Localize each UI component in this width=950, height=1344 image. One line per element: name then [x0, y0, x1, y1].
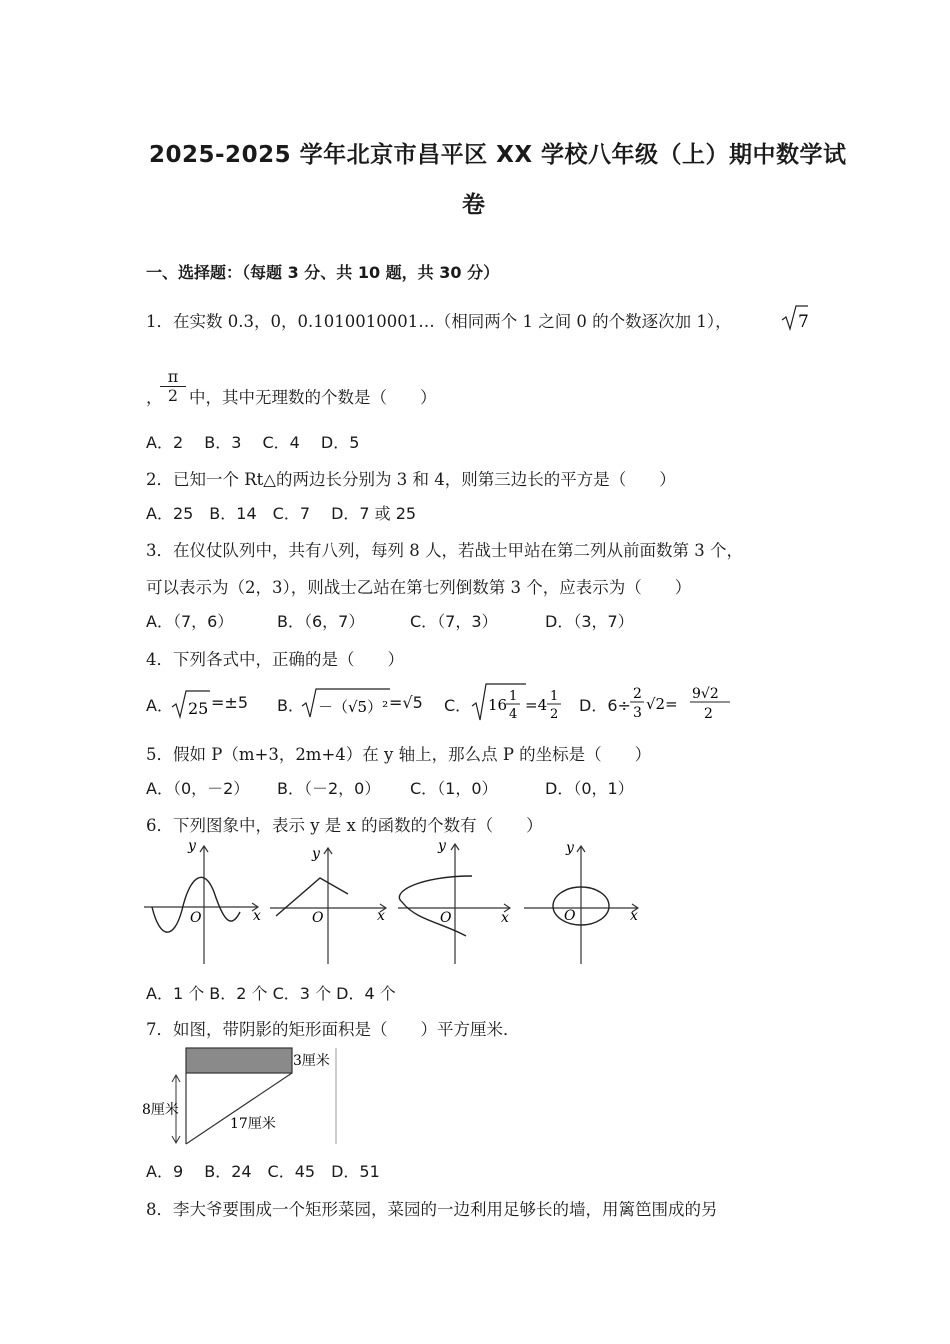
c-rhs-num: 1	[550, 689, 559, 704]
q5-option-b: B．（－2，0）	[277, 779, 381, 798]
q4-option-d-label: D．6÷	[579, 696, 631, 715]
graph3-origin: O	[440, 910, 452, 926]
q6-text: 6．下列图象中，表示 y 是 x 的函数的个数有（ ）	[146, 816, 543, 835]
q7-text: 7．如图，带阴影的矩形面积是（ ）平方厘米．	[146, 1020, 520, 1039]
q1-line1: 1．在实数 0.3，0，0.1010010001…（相同两个 1 之间 0 的个数逐次加 1），	[146, 312, 732, 331]
q3-option-d: D．（3，7）	[545, 612, 634, 631]
label-3cm: 3厘米	[293, 1053, 330, 1069]
label-8cm: 8厘米	[142, 1102, 179, 1118]
pi-over-2-fraction	[160, 369, 186, 404]
page-title-line1: 2025-2025 学年北京市昌平区 XX 学校八年级（上）期中数学试	[149, 142, 847, 168]
sqrt7-radicand: 7	[798, 312, 809, 332]
shaded-rectangle-figure	[140, 1044, 342, 1148]
graph4-origin: O	[564, 908, 576, 924]
q7-options: A．9 B．24 C．45 D．51	[146, 1162, 380, 1181]
q3-line1: 3．在仪仗队列中，共有八列，每列 8 人，若战士甲站在第二列从前面数第 3 个，	[146, 541, 743, 560]
frac-denominator: 2	[167, 386, 179, 405]
graph3-y-label: y	[438, 840, 446, 854]
q1-line2: 中，其中无理数的个数是（ ）	[189, 388, 437, 407]
q3-line2: 可以表示为（2，3），则战士乙站在第七列倒数第 3 个，应表示为（ ）	[146, 578, 692, 597]
q4-option-a-label: A．	[146, 696, 173, 715]
graph1-y-label: y	[188, 840, 196, 854]
page-title-line2: 卷	[462, 192, 486, 218]
section-heading: 一、选择题：（每题 3 分、共 10 题，共 30 分）	[146, 263, 500, 282]
sqrt7-expression	[780, 302, 810, 332]
d-num: 2	[633, 686, 642, 702]
shaded-rectangle	[186, 1048, 292, 1073]
graph2-y-label: y	[312, 846, 320, 862]
q5-text: 5．假如 P（m+3，2m+4）在 y 轴上，那么点 P 的坐标是（ ）	[146, 745, 652, 764]
q4-text: 4．下列各式中，正确的是（ ）	[146, 650, 404, 669]
graph1-origin: O	[190, 910, 202, 926]
q1-comma: ，	[146, 388, 163, 407]
graph1-x-label: x	[253, 908, 261, 924]
frac-numerator: π	[160, 369, 186, 387]
c-rhs-den: 2	[550, 707, 559, 722]
q6-options: A．1 个 B．2 个 C．3 个 D．4 个	[146, 984, 396, 1003]
q2-text: 2．已知一个 Rt△的两边长分别为 3 和 4，则第三边长的平方是（ ）	[146, 470, 676, 489]
d-mid: √2=	[646, 695, 678, 713]
graph4-y-label: y	[566, 840, 574, 856]
q5-option-d: D．（0，1）	[545, 779, 634, 798]
q3-option-b: B．（6，7）	[277, 612, 365, 631]
q4-option-b-sqrt	[300, 684, 392, 720]
c-den: 4	[509, 707, 518, 722]
q5-option-a: A．（0，－2）	[146, 779, 250, 798]
c-whole: 16	[488, 696, 508, 714]
q4-option-c-expression	[470, 680, 566, 724]
q3-option-a: A．（7，6）	[146, 612, 234, 631]
d-den: 3	[633, 705, 642, 721]
graph4-x-label: x	[630, 908, 638, 924]
q8-text: 8．李大爷要围成一个矩形菜园，菜园的一边利用足够长的墙，用篱笆围成的另	[146, 1200, 718, 1219]
graph2-origin: O	[312, 910, 324, 926]
q4-option-b-radicand: －（√5）²	[318, 698, 389, 716]
graph3-x-label: x	[501, 910, 509, 926]
q4-option-b-label: B．	[277, 696, 304, 715]
d-rnum: 9√2	[692, 686, 719, 702]
graph2-x-label: x	[377, 908, 385, 924]
q4-option-a-sqrt	[170, 686, 212, 720]
q4-option-a-rhs: =±5	[211, 693, 248, 712]
c-num: 1	[509, 689, 518, 704]
q2-options: A．25 B．14 C．7 D．7 或 25	[146, 504, 417, 523]
q4-option-b-rhs: =√5	[389, 693, 423, 712]
function-graphs-figure	[140, 840, 640, 966]
q4-option-c-label: C．	[444, 696, 472, 715]
label-17cm: 17厘米	[230, 1116, 276, 1132]
sqrt25-radicand: 25	[188, 699, 209, 718]
q3-option-c: C．（7，3）	[410, 612, 498, 631]
q1-options: A．2 B．3 C．4 D．5	[146, 433, 360, 452]
q4-option-d-expression	[630, 678, 734, 724]
q5-option-c: C．（1，0）	[410, 779, 498, 798]
d-rden: 2	[704, 706, 713, 722]
c-rhs-whole: =4	[525, 696, 548, 714]
